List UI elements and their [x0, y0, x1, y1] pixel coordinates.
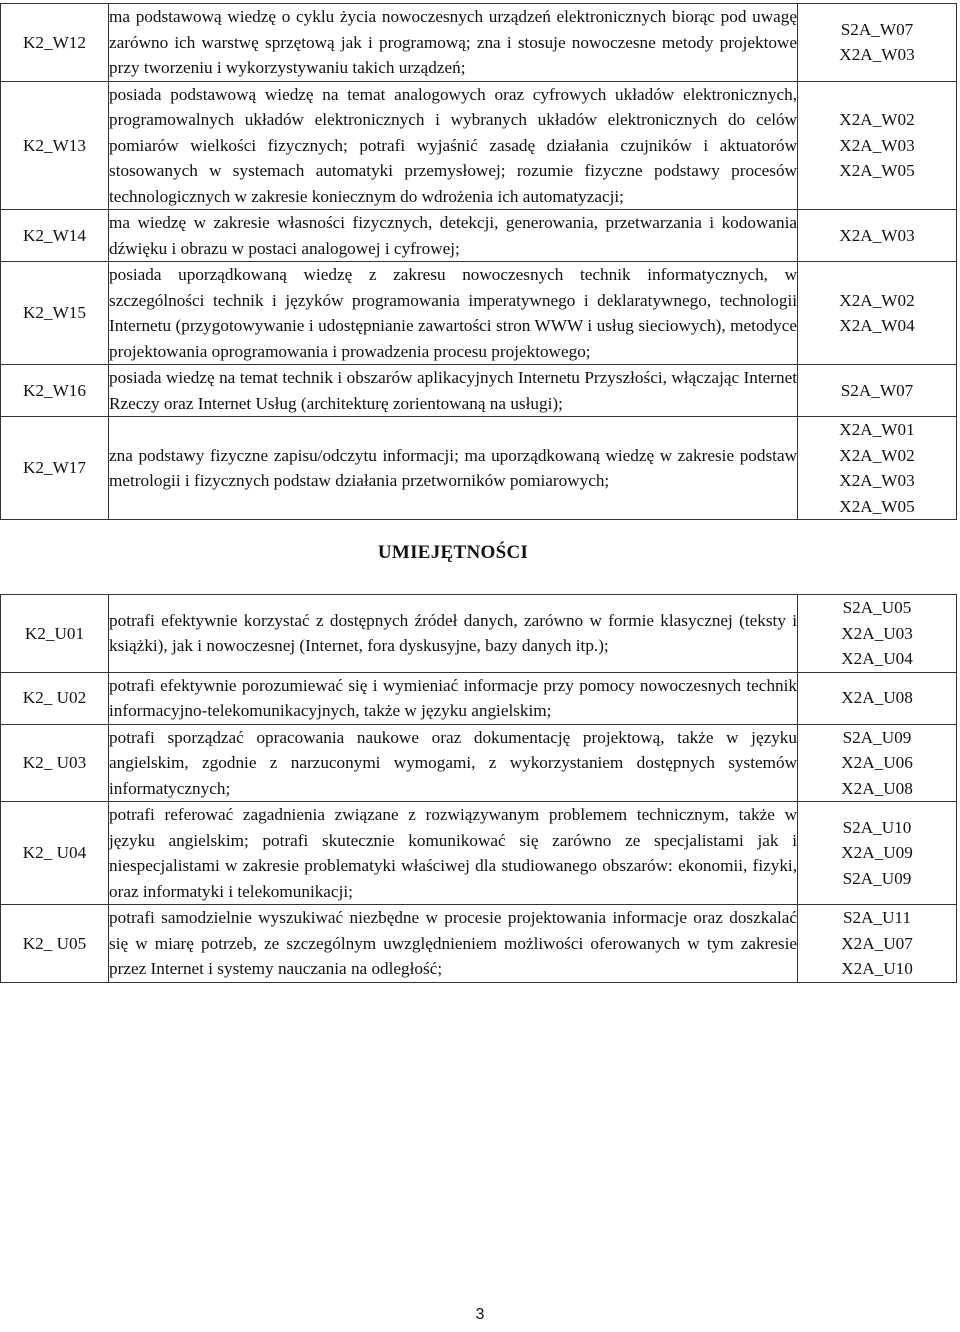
- outcome-code: K2_ U05: [1, 905, 109, 983]
- area-effect-code: X2A_U07: [841, 933, 913, 953]
- outcome-description: potrafi efektywnie porozumiewać się i wymieniać informacje przy pomocy nowoczesnych technik informacyjno-telekomunikacyjnych, także w języku angielskim;: [109, 675, 797, 720]
- area-effect-code: X2A_W02: [839, 290, 915, 310]
- outcome-code: K2_ U04: [1, 802, 109, 905]
- area-effect-code: X2A_W01: [839, 420, 915, 439]
- outcome-description: posiada uporządkowaną wiedzę z zakresu nowoczesnych technik informatycznych, w szczególności technik i języków programowania imperatywnego i deklaratywnego, technologii Internetu (przygotowywanie i udostępnianie zawartości stron WWW i usług sieciowych), metodyce projektowania oprogramowania i prowadzenia procesu projektowego;: [109, 265, 797, 361]
- outcome-description-cell: [109, 595, 798, 673]
- area-effect-code: S2A_U09: [842, 727, 912, 747]
- area-effect-code: X2A_U04: [841, 649, 913, 668]
- table-row: [1, 81, 957, 210]
- outcome-code: K2_W13: [1, 81, 109, 210]
- outcome-code: K2_W14: [1, 210, 109, 262]
- section-header-row: [1, 520, 957, 595]
- area-effects-cell: [798, 4, 957, 82]
- outcome-description-cell: [109, 210, 798, 262]
- outcome-code: K2_U01: [1, 595, 109, 673]
- area-effect-code: S2A_U10: [842, 817, 912, 837]
- outcome-code: K2_ U02: [1, 672, 109, 724]
- table-row: [1, 595, 957, 673]
- area-effect-code: X2A_U06: [841, 753, 913, 772]
- skills-section-header: [1, 520, 957, 595]
- outcome-description-cell: [109, 262, 798, 365]
- outcome-description: zna podstawy fizyczne zapisu/odczytu informacji; ma uporządkowaną wiedzę w zakresie podstaw metrologii i fizycznych podstaw działania przetworników pomiarowych;: [109, 445, 797, 490]
- outcome-description: potrafi efektywnie korzystać z dostępnych źródeł danych, zarówno w formie klasycznej (teksty i książki), jak i nowoczesnej (Internet, fora dyskusyjne, bazy danych itp.);: [109, 610, 797, 656]
- section-title-skills: UMIEJĘTNOŚCI: [377, 542, 529, 564]
- outcome-description-cell: [109, 4, 798, 82]
- table-row: [1, 672, 957, 724]
- area-effect-code: X2A_W03: [839, 225, 915, 245]
- outcome-description-cell: [109, 672, 798, 724]
- area-effect-code: X2A_U08: [841, 688, 913, 708]
- outcome-code: K2_W15: [1, 262, 109, 365]
- learning-outcomes-table: [0, 3, 957, 983]
- area-effects-cell: [798, 417, 957, 520]
- area-effect-code: X2A_W03: [839, 45, 915, 65]
- area-effect-code: S2A_U11: [842, 908, 912, 927]
- area-effect-code: X2A_U10: [841, 959, 913, 978]
- outcome-code: K2_W12: [1, 4, 109, 82]
- area-effect-code: X2A_W05: [839, 496, 915, 516]
- table-row: [1, 417, 957, 520]
- area-effect-code: X2A_U08: [841, 778, 913, 798]
- area-effect-code: X2A_W02: [839, 445, 915, 465]
- area-effect-code: X2A_W02: [839, 110, 915, 129]
- area-effects-cell: [798, 724, 957, 802]
- table-row: [1, 802, 957, 905]
- area-effects-cell: [798, 672, 957, 724]
- outcome-description: posiada podstawową wiedzę na temat analogowych oraz cyfrowych układów elektronicznych, programowalnych układów elektronicznych i wybranych układów elektronicznych do celów pomiarów wielkości fizycznych; potrafi wyjaśnić zasadę działania czujników i aktuatorów stosowanych w systemach automatyki przemysłowej; rozumie fizyczne podstawy procesów technologicznych w zakresie koniecznym do wdrożenia ich automatyzacji;: [109, 84, 797, 206]
- outcome-description-cell: [109, 802, 798, 905]
- area-effects-cell: [798, 802, 957, 905]
- table-row: [1, 365, 957, 417]
- table-row: [1, 4, 957, 82]
- outcome-code: K2_ U03: [1, 724, 109, 802]
- table-row: [1, 905, 957, 983]
- table-row: [1, 210, 957, 262]
- area-effects-cell: [798, 365, 957, 417]
- area-effect-code: X2A_W04: [839, 316, 915, 335]
- skills-rows: [1, 595, 957, 983]
- area-effects-cell: [798, 262, 957, 365]
- outcome-description: ma wiedzę w zakresie własności fizycznych, detekcji, generowania, przetwarzania i kodowania dźwięku i obrazu w postaci analogowej i cyfrowej;: [109, 213, 797, 258]
- outcome-description-cell: [109, 417, 798, 520]
- outcome-description-cell: [109, 905, 798, 983]
- outcome-description: potrafi samodzielnie wyszukiwać niezbędne w procesie projektowania informacje oraz doszkalać się w miarę potrzeb, ze szczególnym uwzględnieniem możliwości oferowanych w tym zakresie przez Internet i systemy nauczania na odległość;: [109, 908, 797, 978]
- knowledge-rows: [1, 4, 957, 520]
- area-effects-cell: [798, 905, 957, 983]
- area-effects-cell: [798, 210, 957, 262]
- page-number: 3: [475, 1306, 485, 1323]
- outcome-description-cell: [109, 81, 798, 210]
- area-effect-code: S2A_W07: [840, 380, 914, 400]
- area-effect-code: S2A_U09: [842, 868, 912, 888]
- outcome-description-cell: [109, 724, 798, 802]
- outcome-description: potrafi sporządzać opracowania naukowe oraz dokumentację projektową, także w języku angielskim, zgodnie z narzuconymi wymogami, z wykorzystaniem dostępnych systemów informatycznych;: [109, 727, 797, 798]
- outcome-description: potrafi referować zagadnienia związane z rozwiązywanym problemem technicznym, także w języku angielskim; potrafi skutecznie komunikować się zarówno ze specjalistami jak i niespecjalistami w zakresie problematyki właściwej dla studiowanego obszarów: ekonomii, fizyki, oraz informatyki i telekomunikacji;: [109, 805, 797, 901]
- outcome-description-cell: [109, 365, 798, 417]
- outcome-description: posiada wiedzę na temat technik i obszarów aplikacyjnych Internetu Przyszłości, włączając Internet Rzeczy oraz Internet Usług (architekturę zorientowaną na usługi);: [109, 368, 797, 413]
- outcome-description: ma podstawową wiedzę o cyklu życia nowoczesnych urządzeń elektronicznych biorąc pod uwagę zarówno ich warstwę sprzętową jak i programową; zna i stosuje nowoczesne metody projektowe przy tworzeniu i wykorzystywaniu takich urządzeń;: [109, 7, 797, 77]
- area-effect-code: X2A_W05: [839, 161, 915, 180]
- area-effect-code: X2A_U03: [841, 623, 913, 643]
- area-effect-code: S2A_W07: [840, 19, 914, 39]
- area-effects-cell: [798, 81, 957, 210]
- outcome-code: K2_W16: [1, 365, 109, 417]
- area-effects-cell: [798, 595, 957, 673]
- area-effect-code: X2A_U09: [841, 843, 913, 863]
- outcome-code: K2_W17: [1, 417, 109, 520]
- table-row: [1, 262, 957, 365]
- table-row: [1, 724, 957, 802]
- area-effect-code: X2A_W03: [839, 135, 915, 155]
- area-effect-code: S2A_U05: [842, 598, 912, 617]
- area-effect-code: X2A_W03: [839, 471, 915, 490]
